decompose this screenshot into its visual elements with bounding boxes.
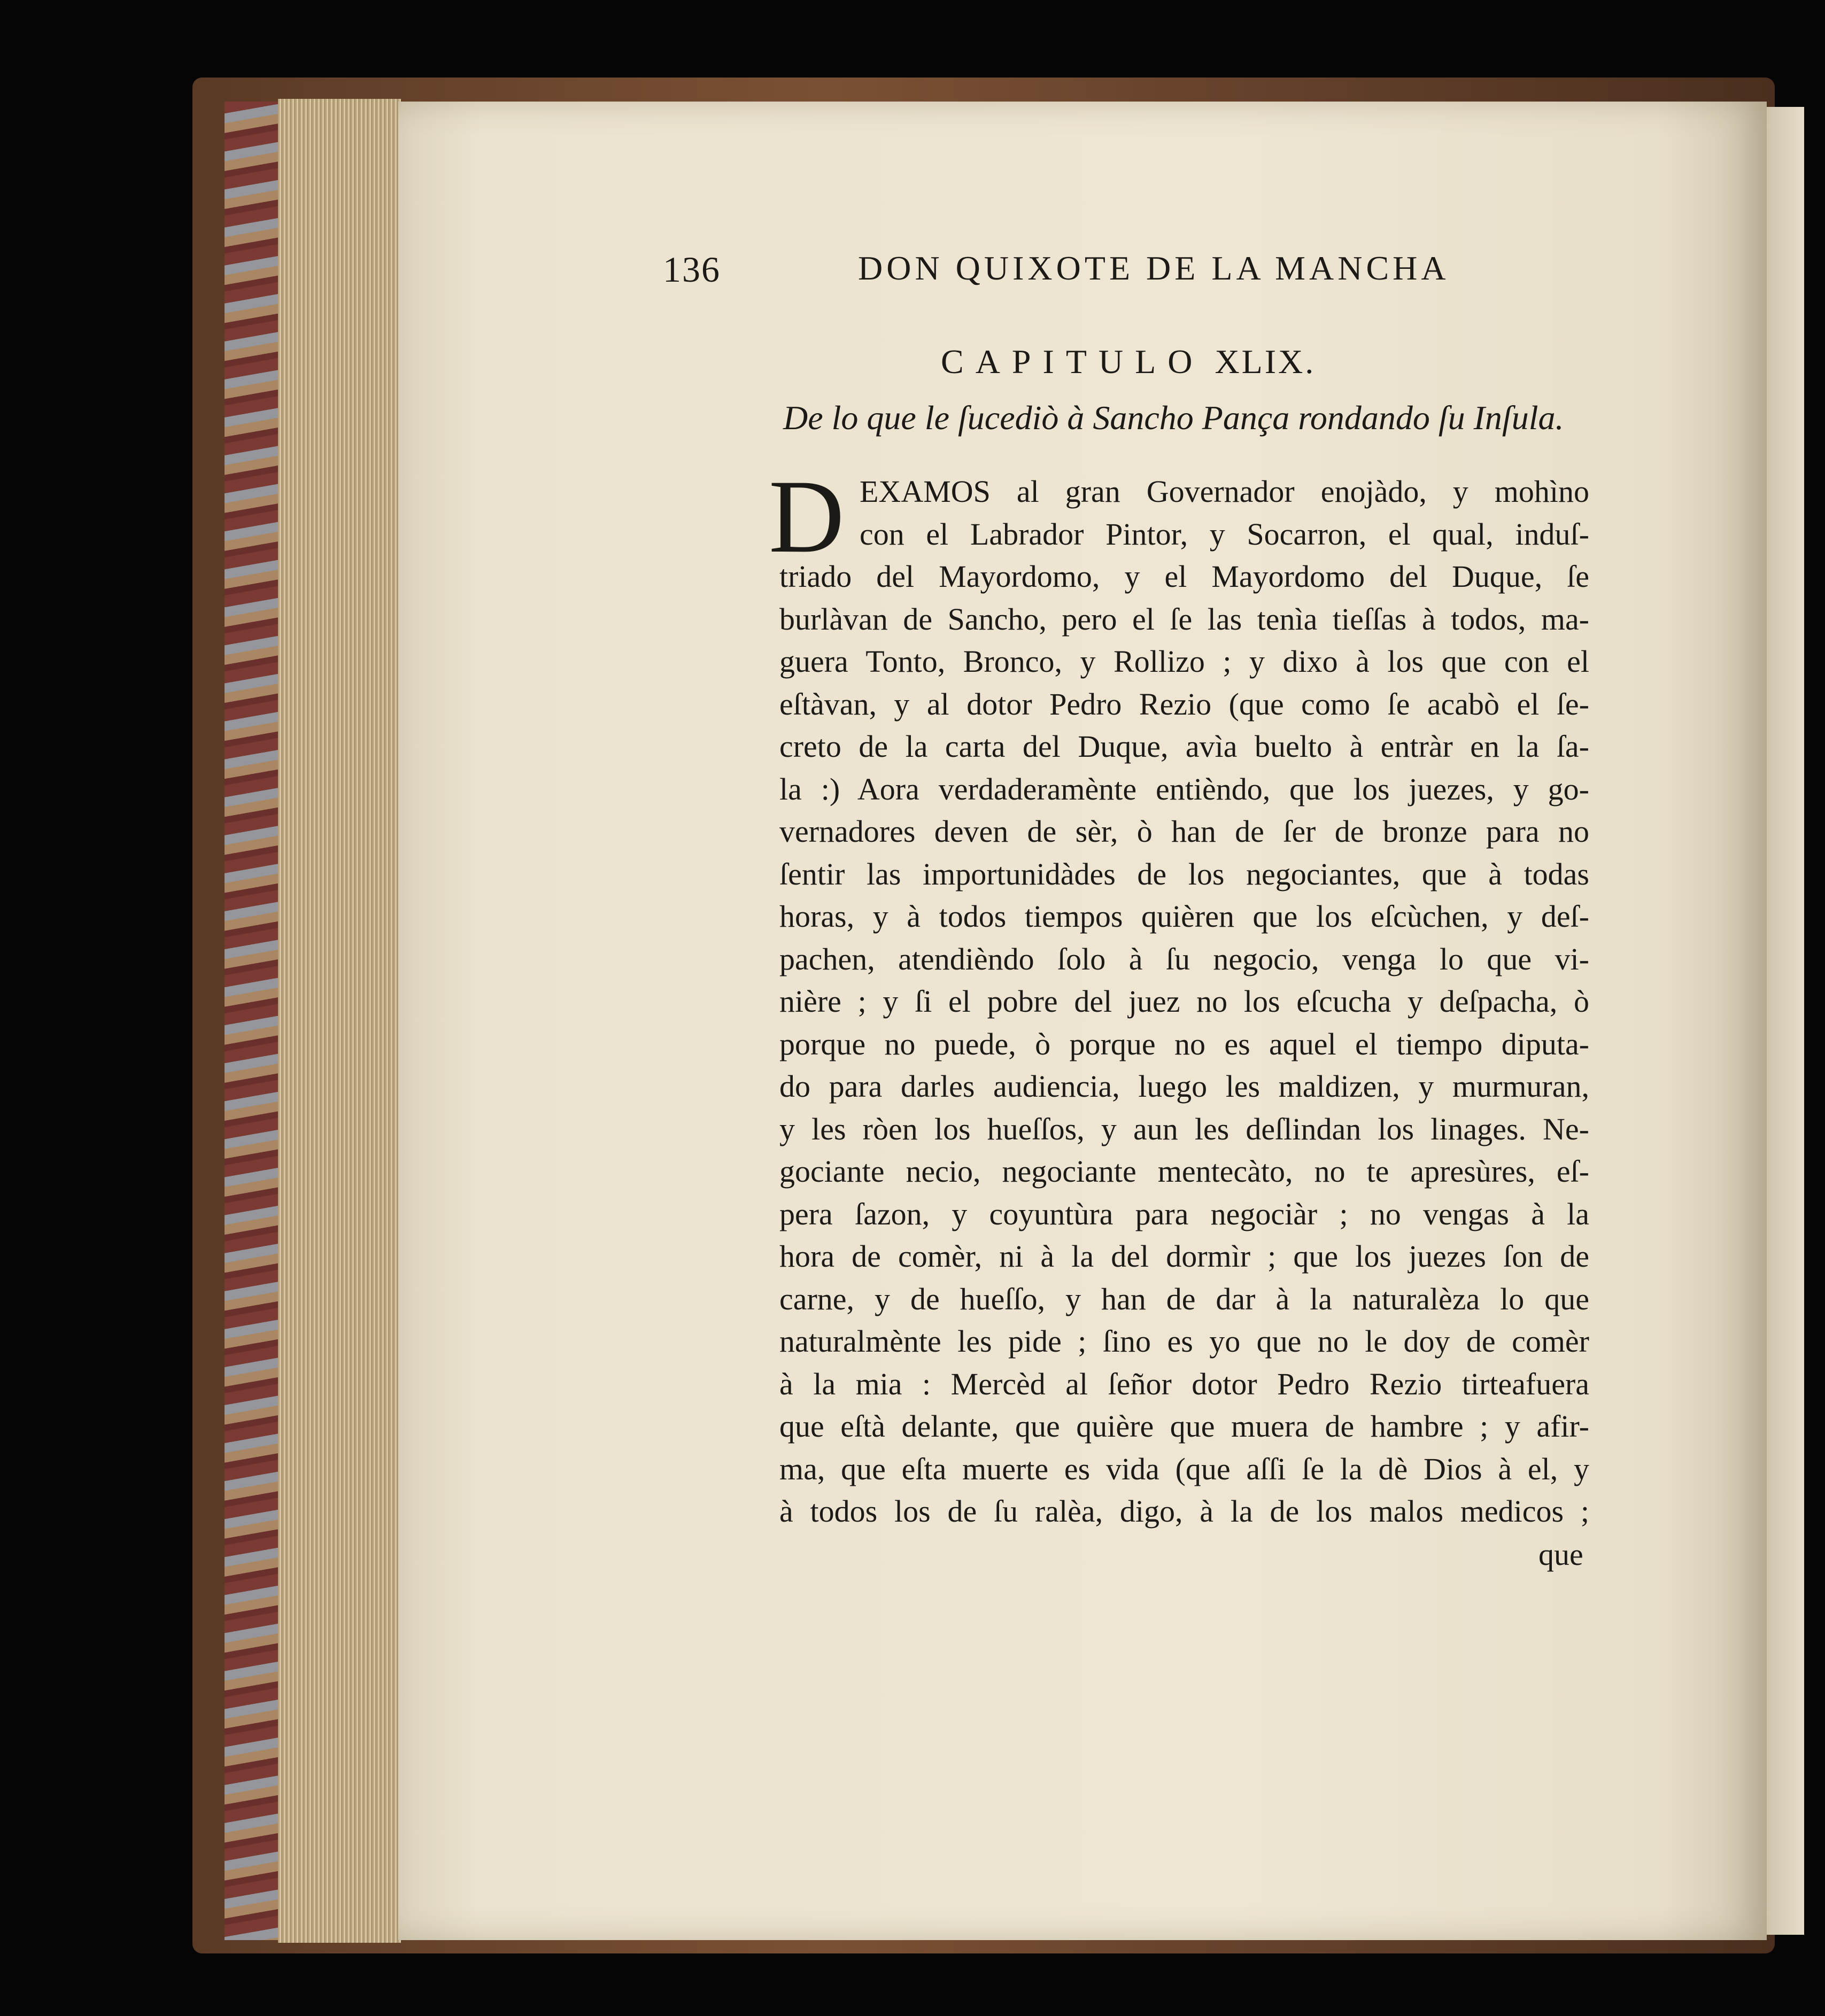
text-line: nière ; y ſi el pobre del juez no los eſcucha y deſpacha, ò [779,984,1589,1019]
text-line: que eſtà delante, que quière que muera de hambre ; y afir- [779,1409,1589,1444]
text-line: porque no puede, ò porque no es aquel el tiempo diputa- [779,1026,1589,1061]
text-line: à la mia : Mercèd al ſeñor dotor Pedro Rezio tirteafuera [779,1366,1589,1401]
text-line: EXAMOS al gran Governador enojàdo, y mohìno [860,474,1589,509]
text-line: ma, que eſta muerte es vida (que aſſi ſe la dè Dios à el, y [779,1451,1589,1486]
page-number: 136 [663,249,721,290]
catchword: que [1538,1537,1583,1572]
text-line: à todos los de ſu ralèa, digo, à la de los malos medicos ; [779,1494,1589,1529]
drop-cap: D [769,459,845,575]
text-line: gociante necio, negociante mentecàto, no te apresùres, eſ- [779,1154,1589,1189]
text-line: guera Tonto, Bronco, y Rollizo ; y dixo à los que con el [779,644,1589,679]
text-line: y les ròen los hueſſos, y aun les deſlindan los linages. Ne- [779,1111,1589,1146]
text-line: triado del Mayordomo, y el Mayordomo del Duque, ſe [779,559,1589,594]
text-line: ſentir las importunidàdes de los negociantes, que à todas [779,856,1589,891]
text-line: burlàvan de Sancho, pero el ſe las tenìa tieſſas à todos, ma- [779,601,1589,637]
text-line: do para darles audiencia, luego les maldizen, y murmuran, [779,1069,1589,1104]
chapter-heading [941,342,1316,382]
text-line: eſtàvan, y al dotor Pedro Rezio (que como ſe acabò el ſe- [779,686,1589,722]
text-line: naturalmènte les pide ; ſino es yo que no le doy de comèr [779,1324,1589,1359]
body-text [769,459,1589,1533]
page-edges [278,99,401,1943]
page-header [663,249,1507,297]
text-line: la :) Aora verdaderamènte entièndo, que los juezes, y go- [779,771,1589,807]
text-line: pachen, atendièndo ſolo à ſu negocio, venga lo que vi- [779,941,1589,976]
text-line: carne, y de hueſſo, y han de dar à la naturalèza lo que [779,1281,1589,1316]
chapter-title: CAPITULO [941,343,1204,381]
facing-page-edge [1767,107,1804,1935]
chapter-number: XLIX. [1215,343,1316,381]
text-line: vernadores deven de sèr, ò han de ſer de bronze para no [779,814,1589,849]
running-head: DON QUIXOTE DE LA MANCHA [858,249,1450,287]
chapter-subtitle: De lo que le ſucediò à Sancho Pança rondando ſu Inſula. [783,399,1564,437]
text-line: con el Labrador Pintor, y Socarron, el qual, induſ- [860,516,1589,552]
marbled-endpaper [225,102,283,1940]
text-line: pera ſazon, y coyuntùra para negociàr ; no vengas à la [779,1196,1589,1231]
text-line: hora de comèr, ni à la del dormìr ; que los juezes ſon de [779,1239,1589,1274]
text-line: creto de la carta del Duque, avìa buelto à entràr en la ſa- [779,729,1589,764]
text-line: horas, y à todos tiempos quièren que los eſcùchen, y deſ- [779,899,1589,934]
